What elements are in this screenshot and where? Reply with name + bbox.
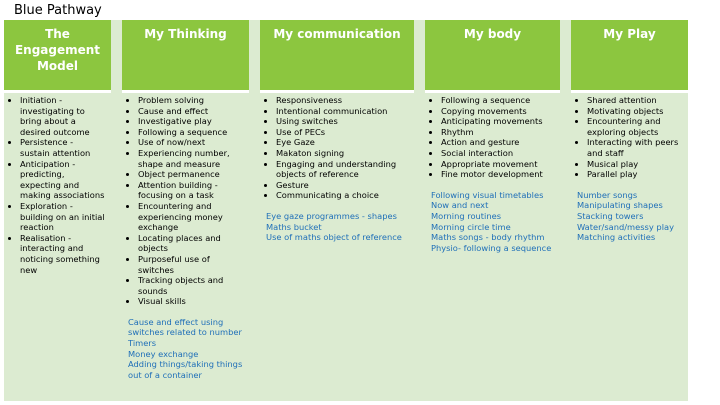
bullet-item: • Fine motor development — [441, 169, 554, 180]
bullet-item: • Encountering and exploring objects — [587, 116, 682, 137]
activity-link: Maths songs - body rhythm — [431, 232, 545, 243]
activity-link: Number songs — [577, 189, 638, 200]
activity-link: Now and next — [431, 200, 489, 211]
bullet-item: • Copying movements — [441, 106, 554, 117]
activity-link: Stacking towers — [577, 210, 644, 221]
bullet-item: • Exploration - building on an initial reaction — [20, 201, 105, 233]
activity-links — [128, 317, 243, 381]
bullet-item: • Communicating a choice — [276, 190, 408, 201]
bullet-item: • Initiation - investigating to bring about a desired outcome — [20, 95, 105, 137]
bullet-item: • Following a sequence — [441, 95, 554, 106]
column-heading: My Thinking — [122, 20, 249, 90]
column-heading: My body — [425, 20, 560, 90]
activity-link: Matching activities — [577, 232, 656, 243]
bullet-item: • Tracking objects and sounds — [138, 275, 243, 296]
bullet-item: • Experiencing number, shape and measure — [138, 148, 243, 169]
bullet-item: • Intentional communication — [276, 106, 408, 117]
column-body — [425, 93, 560, 401]
column-divider — [414, 20, 425, 401]
bullet-item: • Purposeful use of switches — [138, 254, 243, 275]
bullet-item: • Interacting with peers and staff — [587, 137, 682, 158]
column-body — [4, 93, 111, 401]
bullet-item: • Appropriate movement — [441, 159, 554, 170]
bullet-item: • Following a sequence — [138, 127, 243, 138]
column-my-body — [425, 20, 560, 401]
activity-link: Water/sand/messy play — [577, 221, 674, 232]
activity-link: Physio- following a sequence — [431, 242, 552, 253]
pathway-table — [4, 20, 716, 401]
activity-link: Cause and effect using switches related to number — [128, 316, 242, 338]
column-divider — [111, 20, 122, 401]
bullet-list — [266, 95, 408, 201]
bullet-item: • Attention building - focusing on a task — [138, 180, 243, 201]
bullet-item: • Musical play — [587, 159, 682, 170]
column-body — [571, 93, 688, 401]
bullet-list — [128, 95, 243, 307]
bullet-list — [10, 95, 105, 275]
activity-links — [577, 190, 682, 243]
activity-link: Maths bucket — [266, 221, 322, 232]
activity-link: Adding things/taking things out of a container — [128, 359, 243, 380]
bullet-item: • Makaton signing — [276, 148, 408, 159]
bullet-item: • Social interaction — [441, 148, 554, 159]
bullet-item: • Responsiveness — [276, 95, 408, 106]
bullet-item: • Engaging and understanding objects of reference — [276, 159, 408, 180]
activity-link: Morning routines — [431, 210, 502, 221]
bullet-item: • Gesture — [276, 180, 408, 191]
bullet-list — [577, 95, 682, 180]
bullet-item: • Visual skills — [138, 296, 243, 307]
column-body — [122, 93, 249, 401]
activity-link: Following visual timetables — [431, 189, 544, 200]
bullet-item: • Realisation - interacting and noticing something new — [20, 233, 105, 275]
activity-link: Money exchange — [128, 348, 199, 359]
column-my-thinking — [122, 20, 249, 401]
activity-link: Use of maths object of reference — [266, 232, 402, 243]
column-engagement-model — [4, 20, 111, 401]
bullet-item: • Motivating objects — [587, 106, 682, 117]
bullet-item: • Cause and effect — [138, 106, 243, 117]
bullet-item: • Rhythm — [441, 127, 554, 138]
bullet-list — [431, 95, 554, 180]
bullet-item: • Eye Gaze — [276, 137, 408, 148]
bullet-item: • Using switches — [276, 116, 408, 127]
column-my-play — [571, 20, 688, 401]
activity-links — [266, 211, 408, 243]
activity-link: Eye gaze programmes - shapes — [266, 210, 397, 221]
slide-title: Blue Pathway — [14, 3, 102, 18]
bullet-item: • Parallel play — [587, 169, 682, 180]
column-divider — [249, 20, 260, 401]
bullet-item: • Object permanence — [138, 169, 243, 180]
bullet-item: • Problem solving — [138, 95, 243, 106]
column-divider — [560, 20, 571, 401]
bullet-item: • Action and gesture — [441, 137, 554, 148]
bullet-item: • Shared attention — [587, 95, 682, 106]
column-body — [260, 93, 414, 401]
bullet-item: • Encountering and experiencing money exchange — [138, 201, 243, 233]
column-heading: The Engagement Model — [4, 20, 111, 90]
bullet-item: • Anticipation - predicting, expecting and making associations — [20, 159, 105, 201]
bullet-item: • Locating places and objects — [138, 233, 243, 254]
bullet-item: • Investigative play — [138, 116, 243, 127]
bullet-item: • Use of now/next — [138, 137, 243, 148]
column-heading: My Play — [571, 20, 688, 90]
bullet-item: • Anticipating movements — [441, 116, 554, 127]
activity-link: Timers — [128, 338, 157, 349]
bullet-item: • Persistence - sustain attention — [20, 137, 105, 158]
activity-link: Manipulating shapes — [577, 200, 663, 211]
bullet-item: • Use of PECs — [276, 127, 408, 138]
activity-links — [431, 190, 554, 254]
column-heading: My communication — [260, 20, 414, 90]
column-my-communication — [260, 20, 414, 401]
activity-link: Morning circle time — [431, 221, 511, 232]
